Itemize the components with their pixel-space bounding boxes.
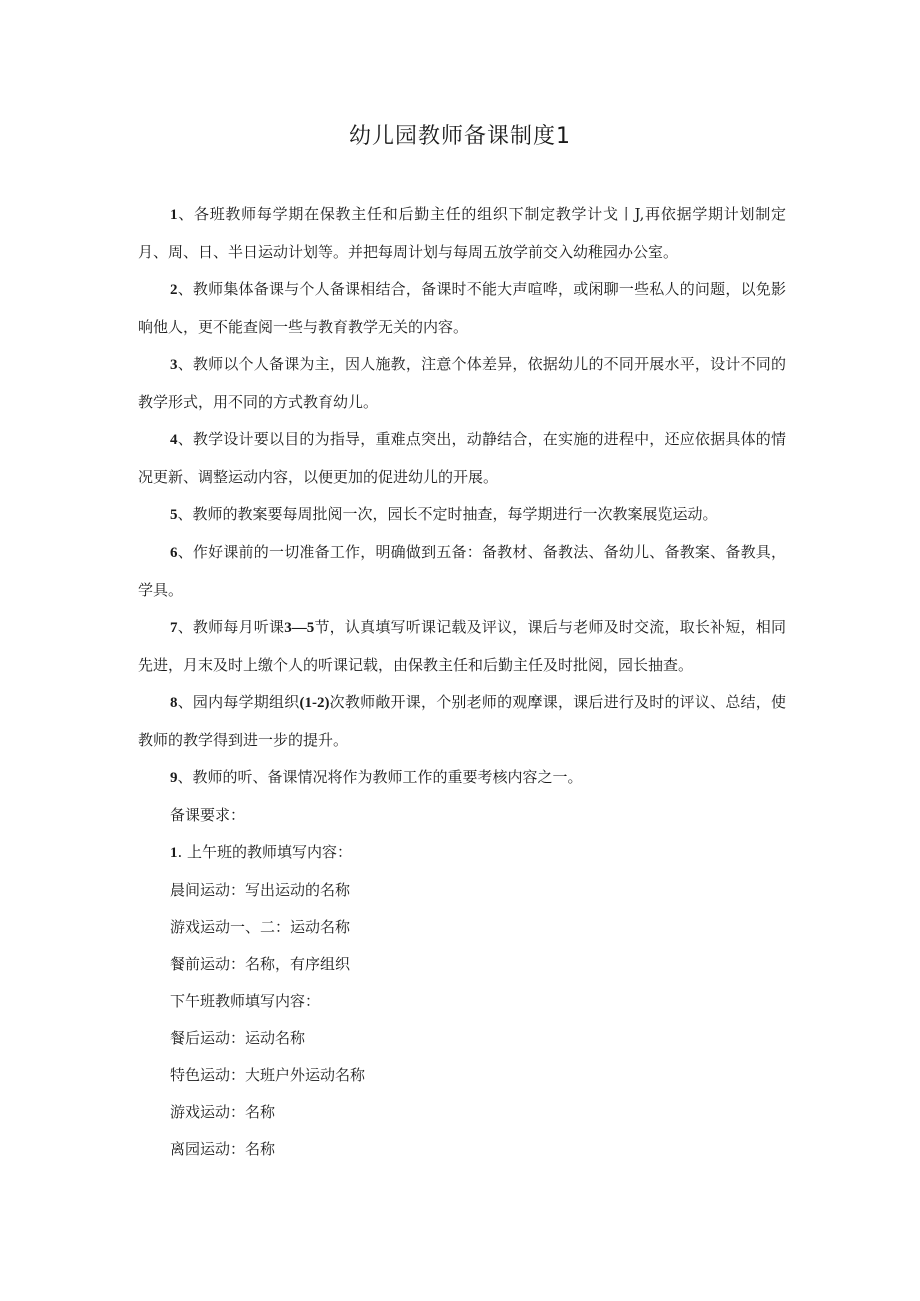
rule-item-6 (138, 534, 786, 609)
afternoon-line: 餐后运动：运动名称 (170, 1029, 306, 1047)
item-text: 、教师每月听课 (177, 618, 285, 636)
afternoon-heading: 下午班教师填写内容： (170, 992, 321, 1010)
afternoon-line: 特色运动：大班户外运动名称 (170, 1066, 366, 1084)
rule-item-3 (138, 346, 786, 421)
item-number: 1 (170, 207, 178, 223)
rule-item-8 (138, 684, 786, 759)
document-title: 幼儿园教师备课制度1 (349, 124, 571, 149)
item-number: 9 (170, 770, 178, 786)
morning-line: 餐前运动：名称，有序组织 (170, 955, 351, 973)
item-text: 、教师集体备课与个人备课相结合，备课时不能大声喧哗，或闲聊一些私人的问题，以免影响他人，更不能查阅一些与教育教学无关的内容。 (138, 280, 786, 336)
item-text: 、作好课前的一切准备工作，明确做到五备：备教材、备教法、备幼儿、备教案、备教具，学具。 (138, 543, 786, 599)
requirements-heading: 备课要求： (170, 806, 246, 824)
item-number: 4 (170, 432, 178, 448)
rule-item-7 (138, 609, 786, 684)
morning-number: 1 (170, 845, 178, 861)
item-bold-range: (1-2) (299, 695, 330, 711)
item-text: 、教师的听、备课情况将作为教师工作的重要考核内容之一。 (177, 768, 583, 786)
item-number: 6 (170, 545, 178, 561)
item-text: 、教学设计要以目的为指导，重难点突出，动静结合，在实施的进程中，还应依据具体的情况更新、调整运动内容，以便更加的促进幼儿的开展。 (138, 430, 786, 486)
item-number: 8 (170, 695, 178, 711)
rule-item-9 (138, 759, 786, 797)
morning-line: 游戏运动一、二：运动名称 (170, 918, 351, 936)
item-number: 7 (170, 620, 178, 636)
item-number: 2 (170, 282, 178, 298)
item-text: 节，认真填写听课记载及评议，课后与老师及时交流，取长补短，相同先进，月末及时上缴个人的听课记载，由保教主任和后勤主任及时批阅，园长抽查。 (138, 618, 786, 674)
rule-item-4 (138, 421, 786, 496)
rule-item-2 (138, 271, 786, 346)
item-number: 5 (170, 507, 178, 523)
item-bold-range: 3—5 (284, 620, 315, 636)
morning-heading-text: . 上午班的教师填写内容： (177, 843, 353, 861)
item-number: 3 (170, 357, 178, 373)
rule-item-1 (138, 196, 786, 271)
document-body (138, 196, 786, 1168)
item-text: 、教师的教案要每周批阅一次，园长不定时抽查，每学期进行一次教案展览运动。 (177, 505, 718, 523)
item-text: 、各班教师每学期在保教主任和后勤主任的组织下制定教学计戈丨J,再依据学期计划制定月、周、日、半日运动计划等。并把每周计划与每周五放学前交入幼稚园办公室。 (138, 205, 786, 261)
item-text: 、园内每学期组织 (177, 693, 300, 711)
item-text: 次教师敞开课，个别老师的观摩课，课后进行及时的评议、总结，使教师的教学得到进一步的提升。 (138, 693, 786, 749)
morning-line: 晨间运动：写出运动的名称 (170, 881, 351, 899)
morning-heading (138, 834, 786, 872)
afternoon-line: 离园运动：名称 (170, 1140, 276, 1158)
rule-item-5 (138, 496, 786, 534)
item-text: 、教师以个人备课为主，因人施教，注意个体差异，依据幼儿的不同开展水平，设计不同的教学形式，用不同的方式教育幼儿。 (138, 355, 786, 411)
afternoon-line: 游戏运动：名称 (170, 1103, 276, 1121)
